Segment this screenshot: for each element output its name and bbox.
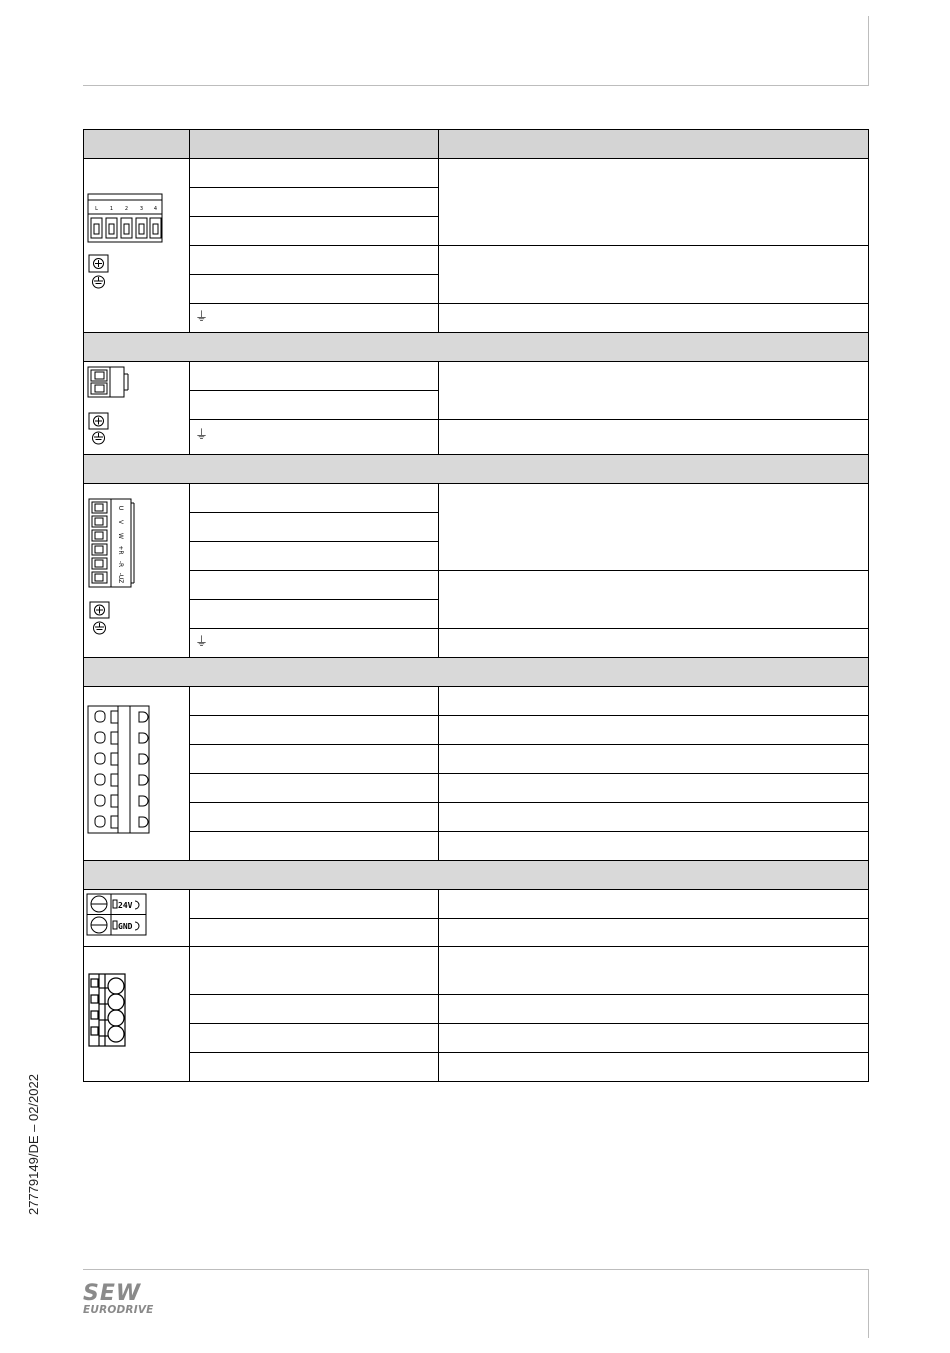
table-cell (189, 541, 439, 571)
table-cell (189, 187, 439, 217)
terminal-x1-label: L (95, 206, 98, 212)
terminal-x1-label: 2 (124, 206, 129, 212)
terminal-x1-drawing (86, 192, 166, 292)
table-cell (438, 802, 869, 832)
table-cell (438, 994, 869, 1024)
document-code: 27779149/DE – 02/2022 (26, 1074, 41, 1215)
table-header-cell (189, 129, 439, 159)
header-margin-line (868, 16, 869, 86)
section-row (83, 454, 869, 484)
table-cell (189, 483, 439, 513)
table-cell (189, 918, 439, 947)
header-rule (83, 85, 869, 86)
table-cell (438, 361, 869, 420)
table-cell (189, 1023, 439, 1053)
table-cell (438, 744, 869, 774)
table-cell-pe (189, 303, 439, 333)
terminal-x1-label: 4 (153, 206, 158, 212)
terminal-24v-drawing (86, 892, 150, 938)
table-cell (438, 773, 869, 803)
table-cell (438, 483, 869, 571)
table-cell (189, 744, 439, 774)
table-cell (438, 686, 869, 716)
table-cell (189, 946, 439, 995)
table-cell (438, 628, 869, 658)
sew-eurodrive-logo (83, 1281, 154, 1318)
table-cell (438, 946, 869, 995)
terminal-x2-label: U (117, 505, 124, 511)
terminal-gnd-label: GND (118, 922, 133, 931)
terminal-x2-label: -R (117, 560, 124, 568)
table-cell (438, 1023, 869, 1053)
table-cell-pe (189, 628, 439, 658)
terminal-24v-label: 24V (118, 901, 133, 910)
table-cell (438, 303, 869, 333)
table-cell (189, 158, 439, 188)
table-cell-pe (189, 419, 439, 455)
table-cell (189, 1052, 439, 1082)
table-cell (189, 599, 439, 629)
table-cell (438, 245, 869, 304)
table-cell (438, 158, 869, 246)
ground-symbol-icon: ⏚ (195, 309, 209, 324)
table-header-cell (438, 129, 869, 159)
terminal-x2-label: V (117, 519, 124, 525)
table-cell (189, 245, 439, 275)
table-cell (189, 889, 439, 919)
terminal-x2-drawing (86, 497, 146, 639)
table-cell (189, 715, 439, 745)
terminal-x2-label: W (117, 533, 124, 539)
table-cell (189, 831, 439, 861)
section-row (83, 332, 869, 362)
terminal-x1-label: 1 (109, 206, 114, 212)
section-row (83, 860, 869, 890)
table-cell (189, 802, 439, 832)
table-cell (438, 570, 869, 629)
table-cell (189, 216, 439, 246)
table-cell (189, 361, 439, 391)
terminal-2pole-drawing (86, 366, 136, 448)
table-cell (189, 686, 439, 716)
table-cell (189, 773, 439, 803)
terminal-x2-label: +R (117, 545, 124, 555)
footer-rule (83, 1269, 869, 1270)
section-row (83, 657, 869, 687)
table-cell (189, 512, 439, 542)
terminal-4pole-drawing (86, 970, 130, 1050)
table-cell (438, 1052, 869, 1082)
logo-main-text: SEW (83, 1281, 142, 1306)
ground-symbol-icon: ⏚ (195, 634, 209, 649)
table-cell (438, 715, 869, 745)
table-cell (189, 390, 439, 420)
table-header-cell (83, 129, 190, 159)
terminal-x1-label: 3 (139, 206, 144, 212)
table-cell (438, 419, 869, 455)
footer-margin-line (868, 1270, 869, 1338)
ground-symbol-icon: ⏚ (195, 427, 209, 442)
logo-sub-text: EURODRIVE (83, 1304, 154, 1316)
terminal-x2-label: -UZ (117, 572, 124, 584)
table-cell (438, 831, 869, 861)
table-cell (438, 918, 869, 947)
table-cell (189, 274, 439, 304)
table-cell (189, 570, 439, 600)
table-cell (438, 889, 869, 919)
terminal-control-drawing (86, 703, 154, 837)
table-cell (189, 994, 439, 1024)
